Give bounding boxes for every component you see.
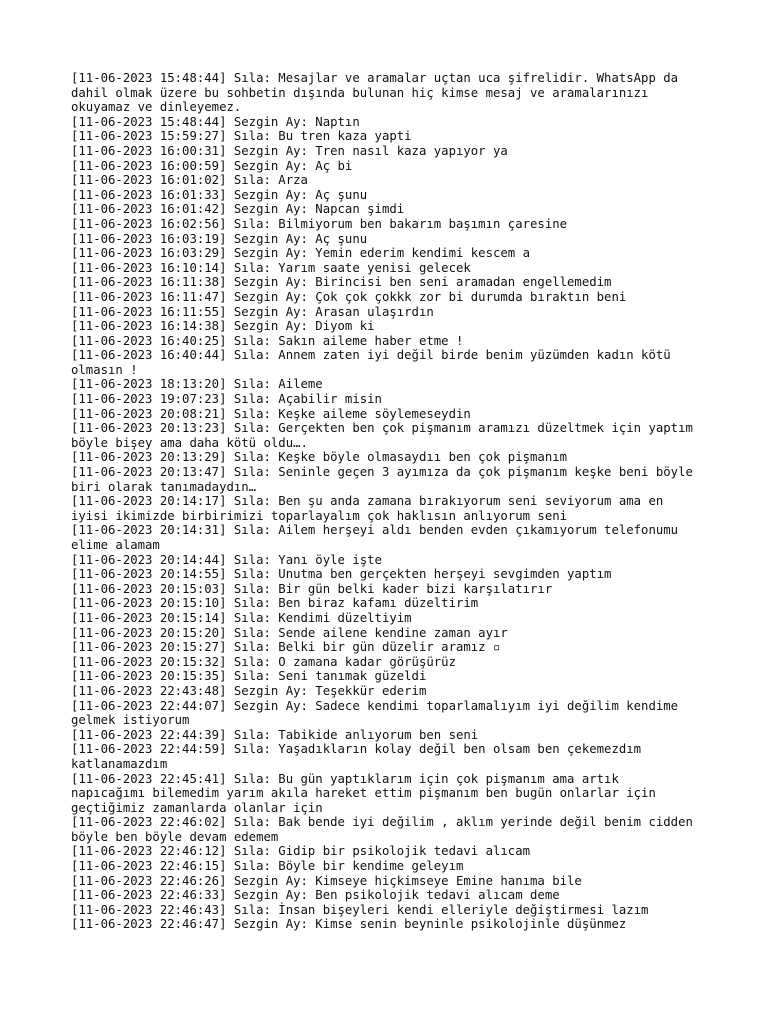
chat-message-line: [11-06-2023 18:13:20] Sıla: Aileme (71, 377, 323, 392)
chat-message-line: [11-06-2023 20:15:03] Sıla: Bir gün belki kader bizi karşılatırır (71, 581, 553, 596)
chat-message-line: [11-06-2023 20:15:20] Sıla: Sende ailene kendine zaman ayır (71, 625, 508, 640)
chat-message-line: [11-06-2023 15:48:44] Sezgin Ay: Naptın (71, 114, 360, 129)
chat-message-line: [11-06-2023 16:00:59] Sezgin Ay: Aç bi (71, 158, 353, 173)
chat-message-line: [11-06-2023 20:15:27] Sıla: Belki bir gün düzelir aramız ▫ (71, 640, 501, 655)
chat-message-line: [11-06-2023 16:02:56] Sıla: Bilmiyorum ben bakarım başımın çaresine (71, 216, 568, 231)
chat-message-line: [11-06-2023 15:48:44] Sıla: Mesajlar ve aramalar uçtan uca şifrelidir. WhatsApp da dahil olmak üzere bu sohbetin dışında bulunan hiç kimse mesaj ve aramalarınızı okuyamaz ve dinleyemez. (71, 71, 686, 115)
chat-message-line: [11-06-2023 16:14:38] Sezgin Ay: Diyom ki (71, 319, 375, 334)
chat-transcript (71, 71, 699, 932)
chat-message-line: [11-06-2023 20:14:55] Sıla: Unutma ben gerçekten herşeyi sevgimden yaptım (71, 567, 612, 582)
chat-message-line: [11-06-2023 16:11:47] Sezgin Ay: Çok çok çokkk zor bi durumda bıraktın beni (71, 289, 627, 304)
chat-message-line: [11-06-2023 20:14:44] Sıla: Yanı öyle işte (71, 552, 382, 567)
chat-message-line: [11-06-2023 20:08:21] Sıla: Keşke aileme söylemeseydin (71, 406, 471, 421)
chat-message-line: [11-06-2023 22:44:39] Sıla: Tabikide anlıyorum ben seni (71, 727, 479, 742)
chat-message-line: [11-06-2023 22:46:33] Sezgin Ay: Ben psikolojik tedavi alıcam deme (71, 888, 560, 903)
chat-message-line: [11-06-2023 16:11:38] Sezgin Ay: Birincisi ben seni aramadan engellemedim (71, 275, 612, 290)
chat-message-line: [11-06-2023 22:46:26] Sezgin Ay: Kimseye hiçkimseye Emine hanıma bile (71, 873, 582, 888)
chat-message-line: [11-06-2023 22:46:43] Sıla: İnsan bişeyleri kendi elleriyle değiştirmesi lazım (71, 902, 649, 917)
chat-message-line: [11-06-2023 20:14:17] Sıla: Ben şu anda zamana bırakıyorum seni seviyorum ama en iyisi ikimizde birbirimizi toparlayalım çok haklısın anlıyorum seni (71, 494, 671, 523)
chat-message-line: [11-06-2023 20:14:31] Sıla: Ailem herşeyi aldı benden evden çıkamıyorum telefonumu elime alamam (71, 523, 686, 552)
chat-message-line: [11-06-2023 22:46:02] Sıla: Bak bende iyi değilim , aklım yerinde değil benim cidden böyle ben böyle devam edemem (71, 815, 701, 844)
chat-message-line: [11-06-2023 16:01:02] Sıla: Arza (71, 173, 308, 188)
chat-message-line: [11-06-2023 22:43:48] Sezgin Ay: Teşekkür ederim (71, 683, 427, 698)
chat-message-line: [11-06-2023 16:11:55] Sezgin Ay: Arasan ulaşırdın (71, 304, 434, 319)
chat-message-line: [11-06-2023 20:15:32] Sıla: O zamana kadar görüşürüz (71, 654, 456, 669)
chat-message-line: [11-06-2023 16:03:29] Sezgin Ay: Yemin ederim kendimi kescem a (71, 246, 531, 261)
chat-message-line: [11-06-2023 16:40:44] Sıla: Annem zaten iyi değil birde benim yüzümden kadın kötü olmasın ! (71, 348, 679, 377)
chat-message-line: [11-06-2023 20:13:23] Sıla: Gerçekten ben çok pişmanım aramızı düzeltmek için yaptım böyle bişey ama daha kötü oldu…. (71, 421, 701, 450)
chat-message-line: [11-06-2023 20:13:29] Sıla: Keşke böyle olmasaydıı ben çok pişmanım (71, 450, 568, 465)
chat-message-line: [11-06-2023 15:59:27] Sıla: Bu tren kaza yapti (71, 129, 412, 144)
chat-message-line: [11-06-2023 20:15:35] Sıla: Seni tanımak güzeldi (71, 669, 427, 684)
chat-message-line: [11-06-2023 20:13:47] Sıla: Seninle geçen 3 ayımıza da çok pişmanım keşke beni böyle biri olarak tanımadaydın… (71, 465, 701, 494)
chat-message-line: [11-06-2023 16:01:42] Sezgin Ay: Napcan şimdi (71, 202, 405, 217)
chat-message-line: [11-06-2023 22:44:07] Sezgin Ay: Sadece kendimi toparlamalıyım iyi değilim kendime gelmek istiyorum (71, 698, 686, 728)
chat-message-line: [11-06-2023 16:00:31] Sezgin Ay: Tren nasıl kaza yapıyor ya (71, 143, 508, 158)
chat-message-line: [11-06-2023 16:10:14] Sıla: Yarım saate yenisi gelecek (71, 260, 471, 275)
chat-message-line: [11-06-2023 20:15:14] Sıla: Kendimi düzeltiyim (71, 610, 412, 625)
chat-message-line: [11-06-2023 22:46:12] Sıla: Gidip bir psikolojik tedavi alıcam (71, 844, 531, 859)
chat-message-line: [11-06-2023 22:45:41] Sıla: Bu gün yaptıklarım için çok pişmanım ama artık napıcağımı bilemedim yarım akıla hareket ettim pişmanım ben bugün onlarlar için geçtiğimiz zamanlarda olanlar için (71, 771, 664, 815)
chat-message-line: [11-06-2023 16:03:19] Sezgin Ay: Aç şunu (71, 231, 368, 246)
chat-message-line: [11-06-2023 16:01:33] Sezgin Ay: Aç şunu (71, 187, 368, 202)
chat-message-line: [11-06-2023 16:40:25] Sıla: Sakın aileme haber etme ! (71, 333, 464, 348)
chat-message-line: [11-06-2023 20:15:10] Sıla: Ben biraz kafamı düzeltirim (71, 596, 479, 611)
chat-message-line: [11-06-2023 22:44:59] Sıla: Yaşadıkların kolay değil ben olsam ben çekemezdım katlanamazdım (71, 742, 649, 771)
chat-message-line: [11-06-2023 22:46:47] Sezgin Ay: Kimse senin beyninle psikolojinle düşünmez (71, 917, 627, 932)
chat-message-line: [11-06-2023 22:46:15] Sıla: Böyle bir kendime geleyım (71, 859, 464, 874)
chat-message-line: [11-06-2023 19:07:23] Sıla: Açabilir misin (71, 392, 382, 407)
